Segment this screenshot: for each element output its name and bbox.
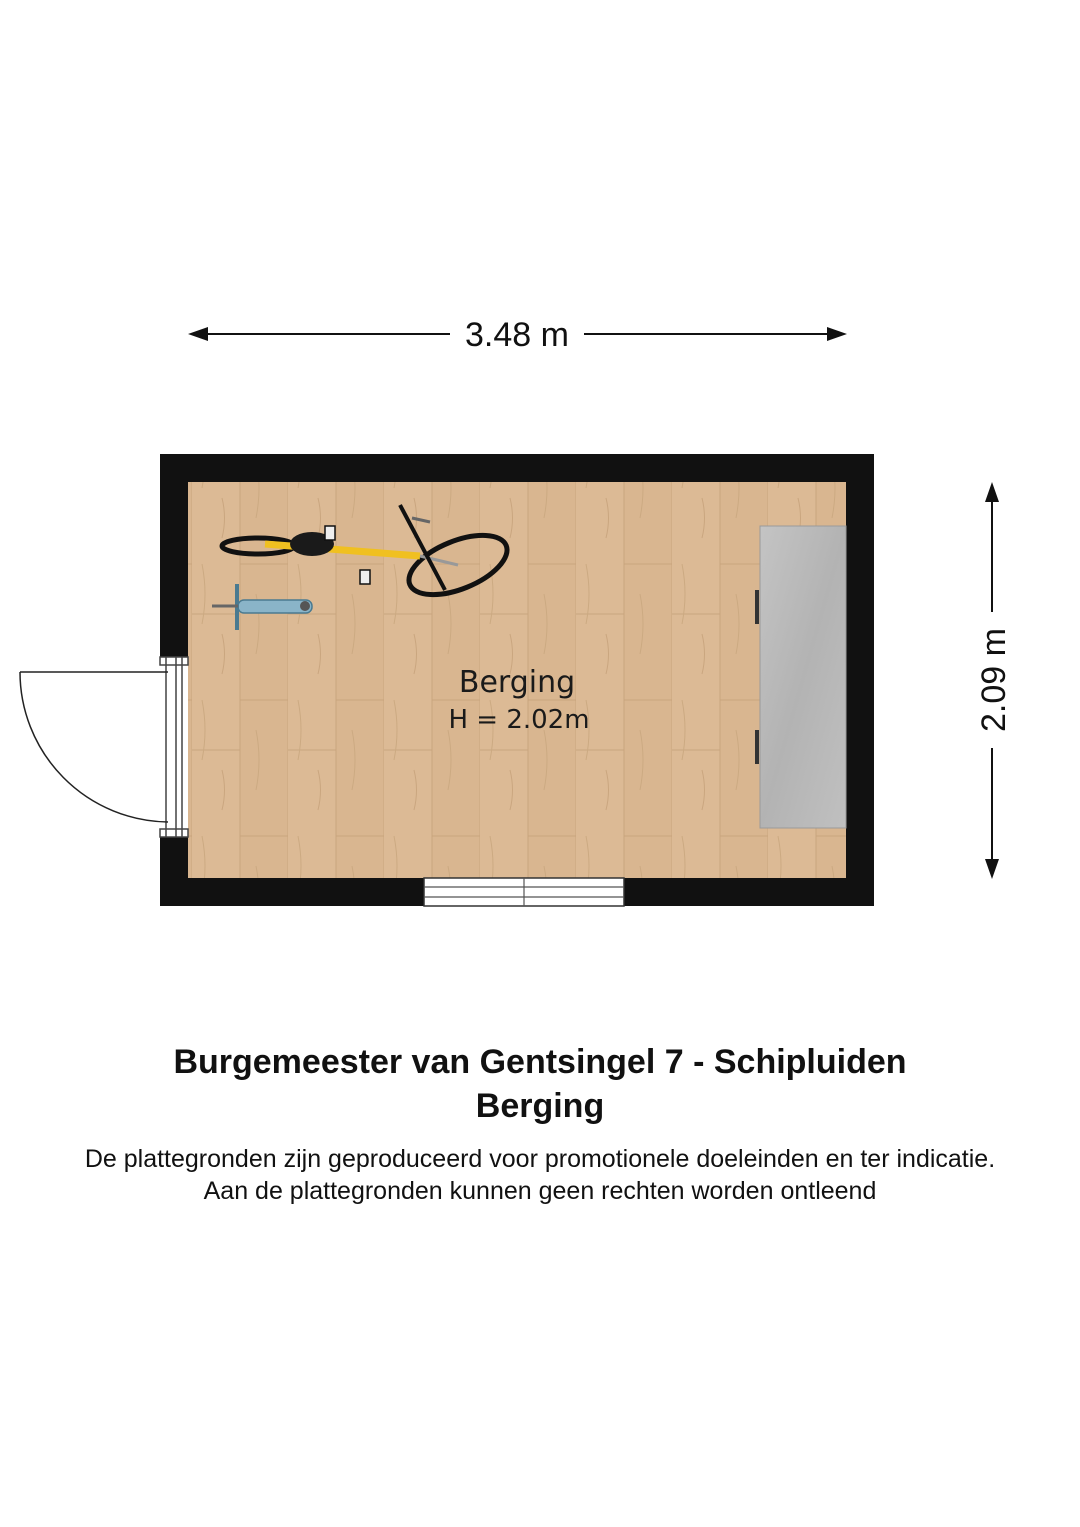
arrow-right-icon <box>827 327 847 341</box>
height-dimension <box>975 482 1013 879</box>
door <box>20 657 188 837</box>
width-label: 3.48 m <box>465 316 569 354</box>
room-height: H = 2.02m <box>448 705 590 735</box>
page-title: Burgemeester van Gentsingel 7 - Schipluiden <box>173 1043 907 1081</box>
door-swing-arc <box>20 672 168 822</box>
window <box>424 878 624 906</box>
page-subtitle: Berging <box>475 1087 605 1125</box>
arrow-left-icon <box>188 327 208 341</box>
disclaimer-line-2: Aan de plattegronden kunnen geen rechten worden ontleend <box>203 1177 877 1205</box>
height-label: 2.09 m <box>975 628 1013 732</box>
arrow-up-icon <box>985 482 999 502</box>
width-dimension <box>188 316 847 354</box>
disclaimer <box>0 1143 1080 1207</box>
disclaimer-line-1: De plattegronden zijn geproduceerd voor promotionele doeleinden en ter indicatie. <box>84 1145 996 1173</box>
arrow-down-icon <box>985 859 999 879</box>
workbench <box>755 526 846 828</box>
room-name: Berging <box>458 665 576 700</box>
